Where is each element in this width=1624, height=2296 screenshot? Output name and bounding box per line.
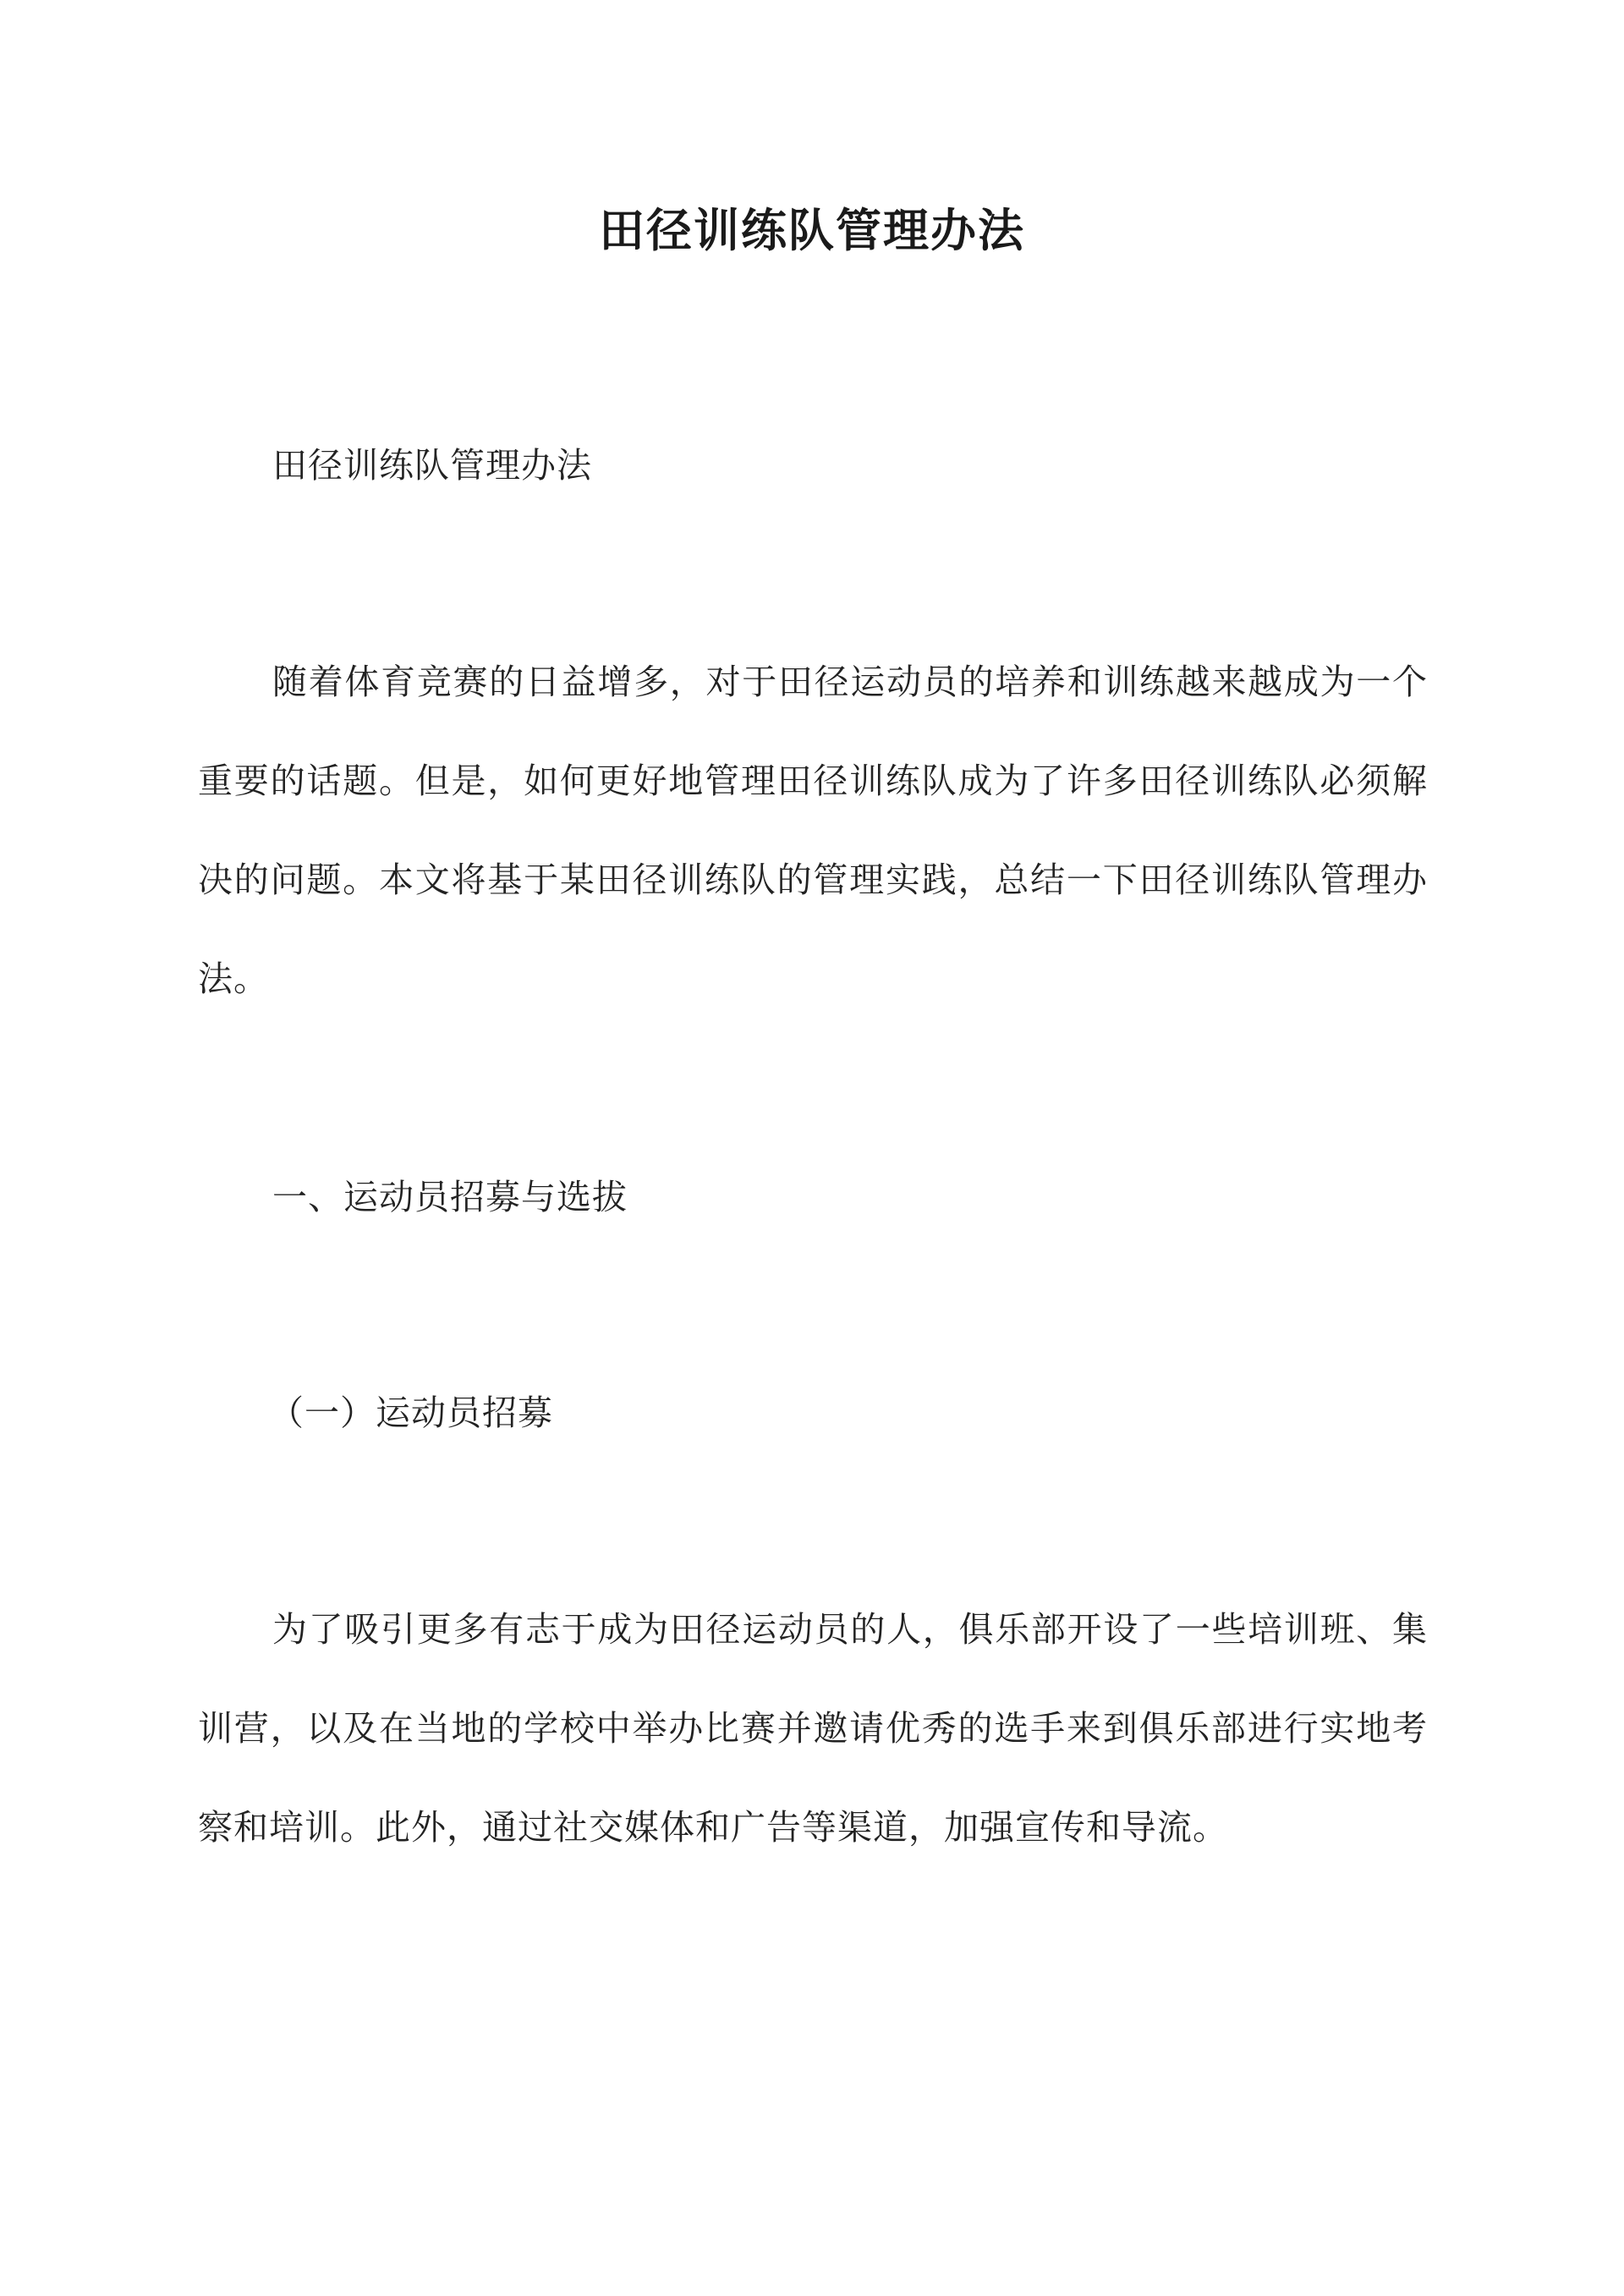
subsection-heading-recruitment: （一）运动员招募 [269,1392,553,1433]
document-title: 田径训练队管理办法 [599,203,1025,257]
intro-paragraph: 随着体育竞赛的日益增多，对于田径运动员的培养和训练越来越成为一个重要的话题。但是，如何更好地管理田径训练队成为了许多田径训练队必须解决的问题。本文将基于某田径训练队的管理实践，总结一下田径训练队管理办法。 [198,662,1428,999]
recruitment-paragraph: 为了吸引更多有志于成为田径运动员的人，俱乐部开设了一些培训班、集训营，以及在当地的学校中举办比赛并邀请优秀的选手来到俱乐部进行实地考察和培训。此外，通过社交媒体和广告等渠道，加强宣传和导流。 [198,1609,1428,1848]
document-subtitle: 田径训练队管理办法 [272,445,592,486]
section-heading-recruitment-selection: 一、运动员招募与选拔 [272,1177,628,1217]
